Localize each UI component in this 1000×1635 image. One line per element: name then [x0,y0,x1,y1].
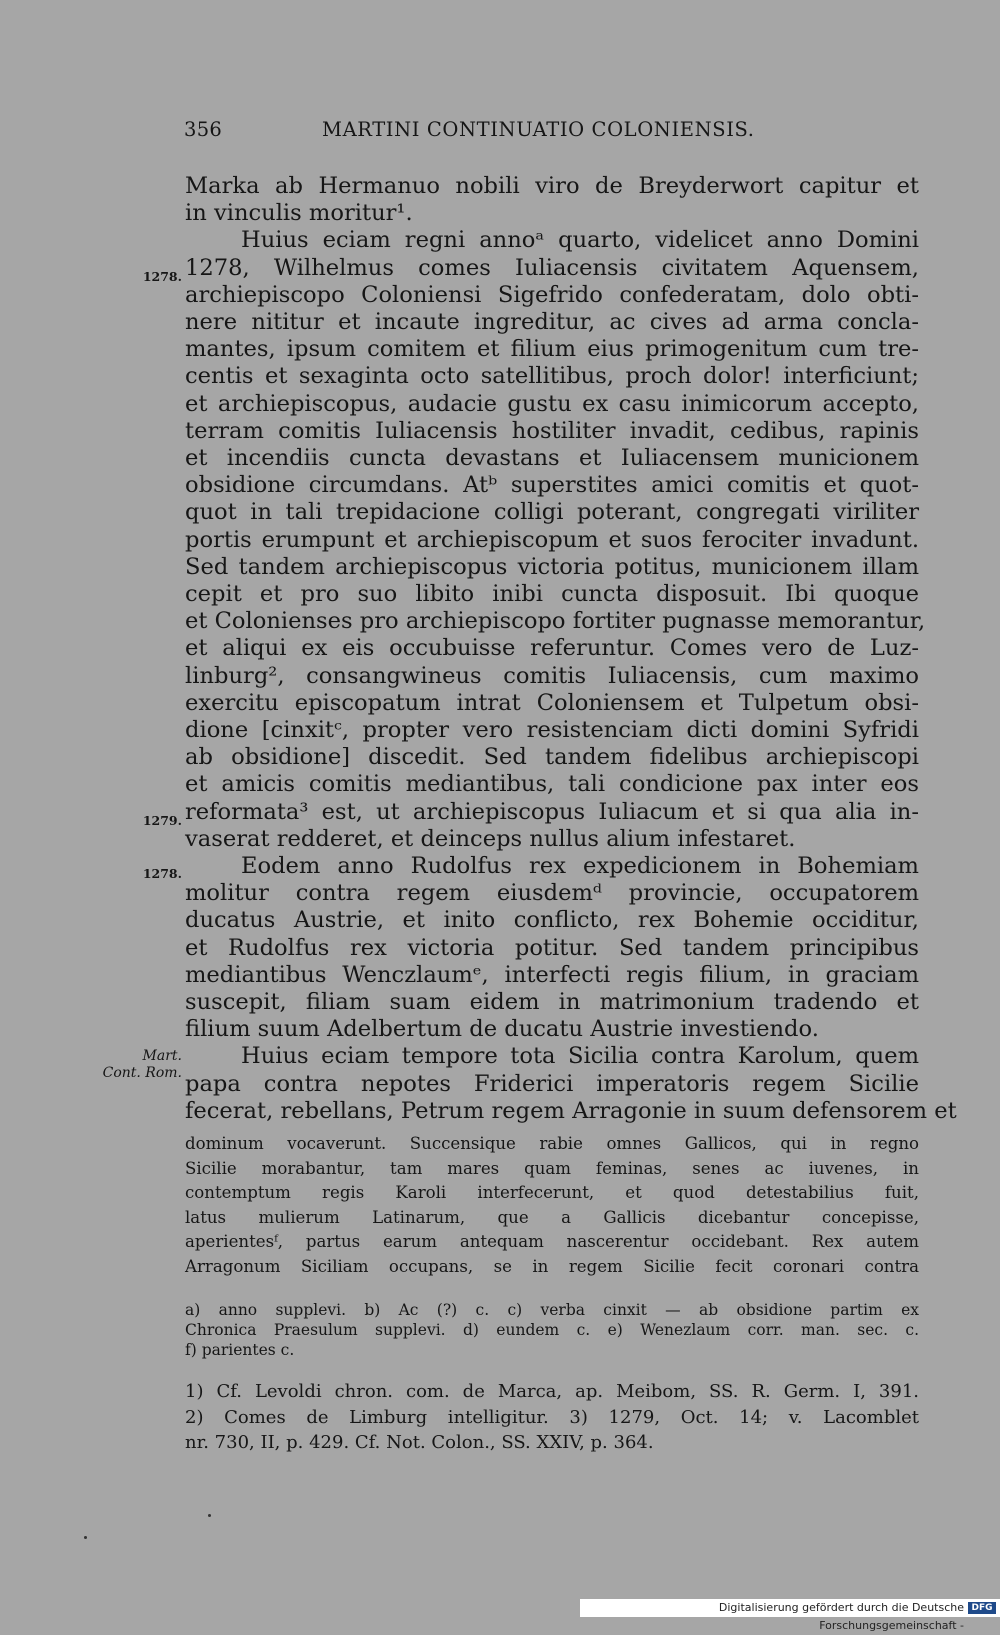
text-line: centis et sexaginta octo satellitibus, proch dolor! interficiunt; [185,363,919,390]
footnote-line: 1) Cf. Levoldi chron. com. de Marca, ap. Meibom, SS. R. Germ. I, 391. [185,1381,919,1402]
text-line: molitur contra regem eiusdemᵈ provincie, occupatorem [185,880,919,907]
text-line: vaserat redderet, et deinceps nullus alium infestaret. [185,825,796,852]
text-line: et incendiis cuncta devastans et Iuliacensem municionem [185,445,919,471]
text-line: quot in tali trepidacione colligi poterant, congregati viriliter [185,499,919,526]
text-line: exercitu episcopatum intrat Coloniensem et Tulpetum obsi- [185,689,919,716]
page-number: 356 [184,118,223,141]
text-line: Huius eciam tempore tota Sicilia contra Karolum, quem [241,1043,919,1070]
text-line: 1278, Wilhelmus comes Iuliacensis civitatem Aquensem, [185,254,919,281]
text-line: in vinculis moritur¹. [185,200,413,227]
critical-note-line: Chronica Praesulum supplevi. d) eundem c. e) Wenezlaum corr. man. sec. c. [185,1321,919,1339]
text-line: dione [cinxitᶜ, propter vero resistenciam dicti domini Syfridi [185,717,919,743]
margin-source-label [100,1048,182,1082]
footnote-line: 2) Comes de Limburg intelligitur. 3) 1279, Oct. 14; v. Lacomblet [185,1406,919,1428]
text-line: mediantibus Wenczlaumᵉ, interfecti regis filium, in graciam [185,961,919,988]
running-title: MARTINI CONTINUATIO COLONIENSIS. [322,118,755,141]
text-line: Eodem anno Rudolfus rex expedicionem in Bohemiam [241,853,919,879]
text-line: mantes, ipsum comitem et filium eius primogenitum cum tre- [185,336,919,363]
text-line: fecerat, rebellans, Petrum regem Arragonie in suum defensorem et [185,1097,957,1124]
text-line: papa contra nepotes Friderici imperatoris regem Sicilie [185,1070,919,1097]
text-line: filium suum Adelbertum de ducatu Austrie investiendo. [185,1016,819,1043]
margin-source-line-2: Cont. Rom. [102,1065,182,1081]
text-line: archiepiscopo Coloniensi Sigefrido confederatam, dolo obti- [185,281,919,308]
scan-speck [84,1536,87,1539]
text-line: et Colonienses pro archiepiscopo fortiter pugnasse memorantur, [185,608,926,635]
running-header [184,118,920,148]
critical-note-line: a) anno supplevi. b) Ac (?) c. c) verba cinxit — ab obsidione partim ex [185,1301,919,1319]
text-line: Sed tandem archiepiscopus victoria potitus, municionem illam [185,553,919,580]
text-line: linburg², consangwineus comitis Iuliacensis, cum maximo [185,662,919,689]
text-line: Marka ab Hermanuo nobili viro de Breyderwort capitur et [185,173,919,199]
scan-speck [208,1514,211,1517]
text-line: obsidione circumdans. Atᵇ superstites amici comitis et quot- [185,472,919,499]
margin-source-line-1: Mart. [142,1048,182,1064]
small-text-line: latus mulierum Latinarum, que a Gallicis dicebantur concepisse, [185,1207,919,1227]
small-text-line: Sicilie morabantur, tam mares quam feminas, senes ac iuvenes, in [185,1158,919,1178]
small-text-line: dominum vocaverunt. Succensique rabie omnes Gallicos, qui in regno [185,1134,919,1153]
text-line: cepit et pro suo libito inibi cuncta disposuit. Ibi quoque [185,581,919,607]
text-line: ab obsidione] discedit. Sed tandem fidelibus archiepiscopi [185,744,919,771]
small-text-line: aperientesᶠ, partus earum antequam nascerentur occidebant. Rex autem [185,1232,919,1252]
text-line: et amicis comitis mediantibus, tali condicione pax inter eos [185,771,919,798]
text-line: Huius eciam regni annoᵃ quarto, videlicet anno Domini [241,227,919,254]
margin-year-1279: 1279. [142,813,182,828]
text-line: terram comitis Iuliacensis hostiliter invadit, cedibus, rapinis [185,417,919,444]
critical-note-line: f) parientes c. [185,1341,295,1359]
margin-year-1278: 1278. [142,269,182,284]
credit-text: Digitalisierung gefördert durch die Deutsche Forschungsgemeinschaft - [718,1601,964,1632]
footnote-line: nr. 730, II, p. 429. Cf. Not. Colon., SS. XXIV, p. 364. [185,1432,654,1453]
text-line: reformata³ est, ut archiepiscopus Iuliacum et si qua alia in- [185,798,919,825]
small-text-line: Arragonum Siciliam occupans, se in regem Sicilie fecit coronari contra [185,1257,919,1276]
digitization-credit [580,1599,1000,1632]
text-line: portis erumpunt et archiepiscopum et suos ferociter invadunt. [185,526,919,553]
text-line: nere nititur et incaute ingreditur, ac cives ad arma concla- [185,309,919,335]
small-text-line: contemptum regis Karoli interfecerunt, et quod detestabilius fuit, [185,1183,919,1203]
text-line: et archiepiscopus, audacie gustu ex casu inimicorum accepto, [185,390,919,417]
text-line: suscepit, filiam suam eidem in matrimonium tradendo et [185,989,919,1015]
text-line: ducatus Austrie, et inito conflicto, rex Bohemie occiditur, [185,907,919,934]
text-line: et aliqui ex eis occubuisse referuntur. Comes vero de Luz- [185,635,919,662]
margin-year-1278-second: 1278. [142,866,182,881]
dfg-logo: DFG [968,1602,996,1614]
text-line: et Rudolfus rex victoria potitur. Sed tandem principibus [185,934,919,961]
